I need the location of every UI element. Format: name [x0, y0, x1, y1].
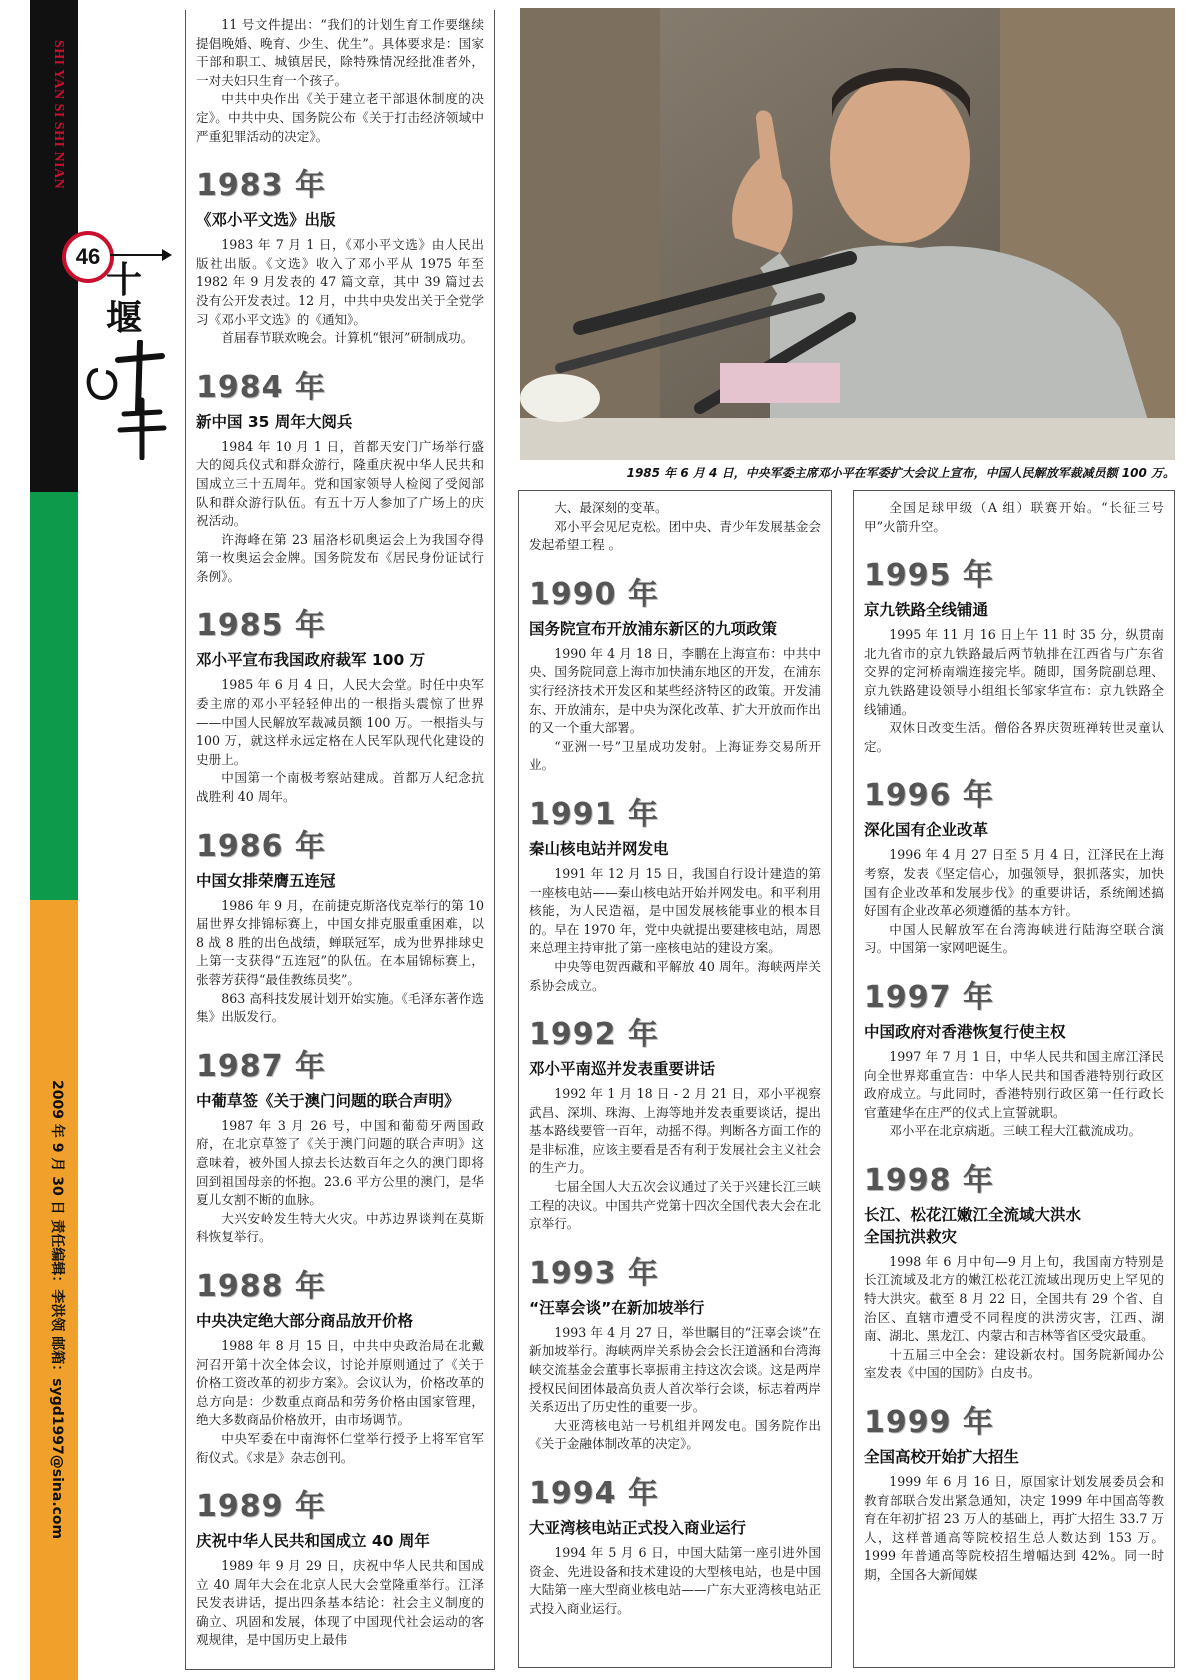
- year-heading: 1989 年: [196, 1489, 326, 1525]
- year-heading: 1990 年: [529, 576, 659, 612]
- event-headline: “汪辜会谈”在新加坡举行: [529, 1298, 705, 1317]
- event-paragraph: 首届春节联欢晚会。计算机“银河”研制成功。: [221, 330, 474, 346]
- event-headline: 邓小平宣布我国政府裁军 100 万: [196, 651, 426, 670]
- event-headline: 中国女排荣膺五连冠: [196, 871, 336, 890]
- event-paragraph: 双休日改变生活。僧俗各界庆贺班禅转世灵童认定。: [864, 720, 1164, 754]
- calligraphy-title: 十堰: [106, 259, 143, 339]
- intro-paragraph: 11 号文件提出：“我们的计划生育工作要继续提倡晚婚、晚育、少生、优生”。具体要求是：国家干部和职工、城镇居民，除特殊情况经批准者外，一对夫妇只生育一个孩子。: [196, 17, 484, 88]
- intro-paragraph: 中共中央作出《关于建立老干部退休制度的决定》。中共中央、国务院公布《关于打击经济领域中严重犯罪活动的决定》。: [196, 91, 484, 144]
- news-photo: [520, 8, 1175, 460]
- year-heading: 1999 年: [864, 1405, 994, 1441]
- event-paragraph: “亚洲一号”卫星成功发射。上海证券交易所开业。: [529, 738, 821, 773]
- event-paragraph: 中央等电贺西藏和平解放 40 周年。海峡两岸关系协会成立。: [529, 958, 821, 993]
- event-headline: 中葡草签《关于澳门问题的联合声明》: [196, 1091, 460, 1110]
- year-heading: 1998 年: [864, 1162, 994, 1198]
- intro-paragraph: 大、最深刻的变革。: [554, 500, 668, 515]
- event-paragraph: 1995 年 11 月 16 日上午 11 时 35 分，纵贯南北九省市的京九铁路最后两节轨排在江西省与广东省交界的定河桥南端连接完毕。随即，国务院副总理、京九铁路建设领导小组组长邹家华宣布：京九铁路全线铺通。: [864, 627, 1164, 717]
- event-paragraph: 1991 年 12 月 15 日，我国自行设计建造的第一座核电站——秦山核电站开始并网发电。和平利用核能，为人民造福，是中国发展核能事业的根本目的。早在 1970 年，党中央就提出要建核电站，周恩来总理主持审批了第一座核电站的建设方案。: [529, 865, 821, 956]
- event-paragraph: 1989 年 9 月 29 日，庆祝中华人民共和国成立 40 周年大会在北京人民大会堂隆重举行。江泽民发表讲话，提出四条基本结论：社会主义制度的确立、巩固和发展，体现了中国现代社会运动的客观规律，是中国历史上最伟: [196, 1558, 484, 1648]
- column-3: [853, 490, 1175, 1668]
- intro-paragraph: 全国足球甲级（A 组）联赛开始。“长征三号甲”火箭升空。: [864, 500, 1164, 534]
- calligraphy-brush-icon: [84, 340, 174, 460]
- event-paragraph: 1996 年 4 月 27 日至 5 月 4 日，江泽民在上海考察，发表《坚定信心，加强领导，狠抓落实，加快国有企业改革和发展步伐》的重要讲话，系统阐述搞好国有企业改革必须遵循的基本方针。: [864, 847, 1164, 919]
- event-paragraph: 1985 年 6 月 4 日，人民大会堂。时任中央军委主席的邓小平轻轻伸出的一根指头震惊了世界——中国人民解放军裁减员额 100 万。一根指头与 100 万，就这样永远定格在人民军队现代化建设的史册上。: [196, 677, 484, 767]
- event-paragraph: 1987 年 3 月 26 号，中国和葡萄牙两国政府，在北京草签了《关于澳门问题的联合声明》这意味着，被外国人掠去长达数百年之久的澳门即将回到祖国母亲的怀抱。23.6 平方公里的澳门，是华夏儿女割不断的血脉。: [196, 1117, 484, 1208]
- event-paragraph: 1997 年 7 月 1 日，中华人民共和国主席江泽民向全世界郑重宣告：中华人民共和国香港特别行政区政府成立。与此同时，香港特别行政区第一任行政长官董建华在庄严的仪式上宣誓就职。: [864, 1048, 1164, 1120]
- year-heading: 1993 年: [529, 1255, 659, 1291]
- event-paragraph: 中国人民解放军在台湾海峡进行陆海空联合演习。中国第一家网吧诞生。: [864, 921, 1164, 956]
- event-headline: 中国政府对香港恢复行使主权: [864, 1022, 1066, 1041]
- year-heading: 1992 年: [529, 1017, 659, 1053]
- event-paragraph: 1992 年 1 月 18 日 - 2 月 21 日，邓小平视察武昌、深圳、珠海、上海等地并发表重要谈话，提出基本路线要管一百年，动摇不得。判断各方面工作的是非标准，应该主要看是否有利于发展社会主义社会的生产力。: [529, 1086, 821, 1176]
- intro-paragraph: 邓小平会见尼克松。团中央、青少年发展基金会发起希望工程 。: [529, 518, 821, 553]
- event-paragraph: 大亚湾核电站一号机组并网发电。国务院作出《关于金融体制改革的决定》。: [529, 1417, 821, 1452]
- event-headline: 邓小平南巡并发表重要讲话: [529, 1060, 716, 1079]
- arrow-icon: [110, 254, 170, 256]
- event-paragraph: 1983 年 7 月 1 日，《邓小平文选》由人民出版社出版。《文选》收入了邓小平从 1975 年至 1982 年 9 月发表的 47 篇文章，其中 39 篇过去没有公开发表过。12 月，中共中央发出关于全党学习《邓小平文选》的《通知》。: [196, 237, 484, 327]
- year-heading: 1983 年: [196, 168, 326, 204]
- event-paragraph: 七届全国人大五次会议通过了关于兴建长江三峡工程的决议。中国共产党第十四次全国代表大会在北京举行。: [529, 1179, 821, 1232]
- year-heading: 1985 年: [196, 608, 326, 644]
- event-headline: 深化国有企业改革: [864, 821, 989, 840]
- event-paragraph: 邓小平在北京病逝。三峡工程大江截流成功。: [889, 1123, 1142, 1139]
- event-headline: 国务院宣布开放浦东新区的九项政策: [529, 619, 778, 638]
- event-paragraph: 1988 年 8 月 15 日，中共中央政治局在北戴河召开第十次全体会议，讨论并原则通过了《关于价格工资改革的初步方案》。会议认为，价格改革的总方向是：少数重点商品和劳务价格由国家管理，绝大多数商品价格放开，由市场调节。: [196, 1337, 484, 1428]
- event-paragraph: 863 高科技发展计划开始实施。《毛泽东著作选集》出版发行。: [196, 990, 484, 1025]
- event-paragraph: 1998 年 6 月中旬—9 月上旬，我国南方特别是长江流域及北方的嫩江松花江流域出现历史上罕见的特大洪灾。截至 8 月 22 日，全国共有 29 个省、自治区、直辖市遭受不同程度的洪涝灾害，江西、湖南、湖北、黑龙江、内蒙古和吉林等省区受灾最重。: [864, 1253, 1164, 1344]
- year-heading: 1984 年: [196, 369, 326, 405]
- year-heading: 1991 年: [529, 796, 659, 832]
- event-paragraph: 1999 年 6 月 16 日，原国家计划发展委员会和教育部联合发出紧急通知，决定 1999 年中国高等教育在年初扩招 23 万人的基础上，再扩大招生 33.7 万人，这样普通高等院校招生总人数达到 153 万。1999 年普通高等院校招生增幅达到 42%。同一时期，全国各大新闻媒: [864, 1474, 1164, 1582]
- event-headline: 大亚湾核电站正式投入商业运行: [529, 1519, 747, 1537]
- year-heading: 1988 年: [196, 1268, 326, 1304]
- footer-vertical: 2009 年 9 月 30 日 责任编辑：李洪领 邮箱：sygd1997@sina.com: [49, 1080, 65, 1540]
- event-headline: 《邓小平文选》出版: [196, 211, 336, 230]
- year-heading: 1995 年: [864, 558, 994, 594]
- year-heading: 1997 年: [864, 979, 994, 1015]
- event-headline: 庆祝中华人民共和国成立 40 周年: [196, 1532, 430, 1551]
- photo-caption: 1985 年 6 月 4 日，中央军委主席邓小平在军委扩大会议上宣布，中国人民解放军裁减员额 100 万。: [626, 466, 1175, 480]
- speaker-photo-illustration: [520, 8, 1175, 460]
- pinyin-title: SHI YAN SI SHI NIAN: [51, 40, 66, 190]
- column-1: [185, 10, 495, 1670]
- event-headline: 中央决定绝大部分商品放开价格: [196, 1311, 414, 1330]
- event-paragraph: 1990 年 4 月 18 日，李鹏在上海宣布：中共中央、国务院同意上海市加快浦东地区的开发，在浦东实行经济技术开发区和某些经济特区的政策。开发浦东、开放浦东，是中央为深化改革、扩大开放而作出的又一个重大部署。: [529, 645, 821, 736]
- event-paragraph: 1994 年 5 月 6 日，中国大陆第一座引进外国资金、先进设备和技术建设的大型核电站，也是中国大陆第一座大型商业核电站——广东大亚湾核电站正式投入商业运行。: [529, 1545, 821, 1616]
- event-paragraph: 中央军委在中南海怀仁堂举行授予上将军官军衔仪式。《求是》杂志创刊。: [196, 1430, 484, 1465]
- event-headline: 京九铁路全线铺通: [864, 601, 989, 620]
- column-2: [518, 490, 832, 1668]
- event-paragraph: 1986 年 9 月，在前捷克斯洛伐克举行的第 10 届世界女排锦标赛上，中国女排克服重重困难，以 8 战 8 胜的出色战绩，蝉联冠军，成为世界排球史上第一支获得“五连冠”的队伍。在本届锦标赛上，张蓉芳获得“最佳教练员奖”。: [196, 897, 484, 987]
- calligraphy-logo: [84, 259, 174, 452]
- event-paragraph: 1984 年 10 月 1 日，首都天安门广场举行盛大的阅兵仪式和群众游行，隆重庆祝中华人民共和国成立三十五周年。党和国家领导人检阅了受阅部队和群众游行队伍。有五十万人参加了广场上的庆祝活动。: [196, 438, 484, 529]
- event-headline: 秦山核电站并网发电: [529, 839, 669, 858]
- event-paragraph: 中国第一个南极考察站建成。首都万人纪念抗战胜利 40 周年。: [196, 770, 484, 805]
- event-paragraph: 许海峰在第 23 届洛杉矶奥运会上为我国夺得第一枚奥运会金牌。国务院发布《居民身份证试行条例》。: [196, 531, 484, 584]
- event-headline: 新中国 35 周年大阅兵: [196, 412, 353, 431]
- event-paragraph: 1993 年 4 月 27 日，举世瞩目的“汪辜会谈”在新加坡举行。海峡两岸关系协会会长汪道涵和台湾海峡交流基金会董事长辜振甫主持这次会谈。这是两岸授权民间团体最高负责人首次举行会谈，标志着两岸关系迈出了历史性的重要一步。: [529, 1324, 821, 1415]
- page-number-badge: 46: [62, 231, 114, 283]
- year-heading: 1994 年: [529, 1476, 659, 1511]
- year-heading: 1996 年: [864, 778, 994, 814]
- event-paragraph: 大兴安岭发生特大火灾。中苏边界谈判在莫斯科恢复举行。: [196, 1210, 484, 1245]
- year-heading: 1987 年: [196, 1048, 326, 1084]
- side-bar-green: [30, 492, 78, 900]
- year-heading: 1986 年: [196, 828, 326, 864]
- event-headline: 长江、松花江嫩江全流域大洪水 全国抗洪救灾: [864, 1205, 1082, 1246]
- event-paragraph: 十五届三中全会：建设新农村。国务院新闻办公室发表《中国的国防》白皮书。: [864, 1346, 1164, 1381]
- event-headline: 全国高校开始扩大招生: [864, 1448, 1020, 1467]
